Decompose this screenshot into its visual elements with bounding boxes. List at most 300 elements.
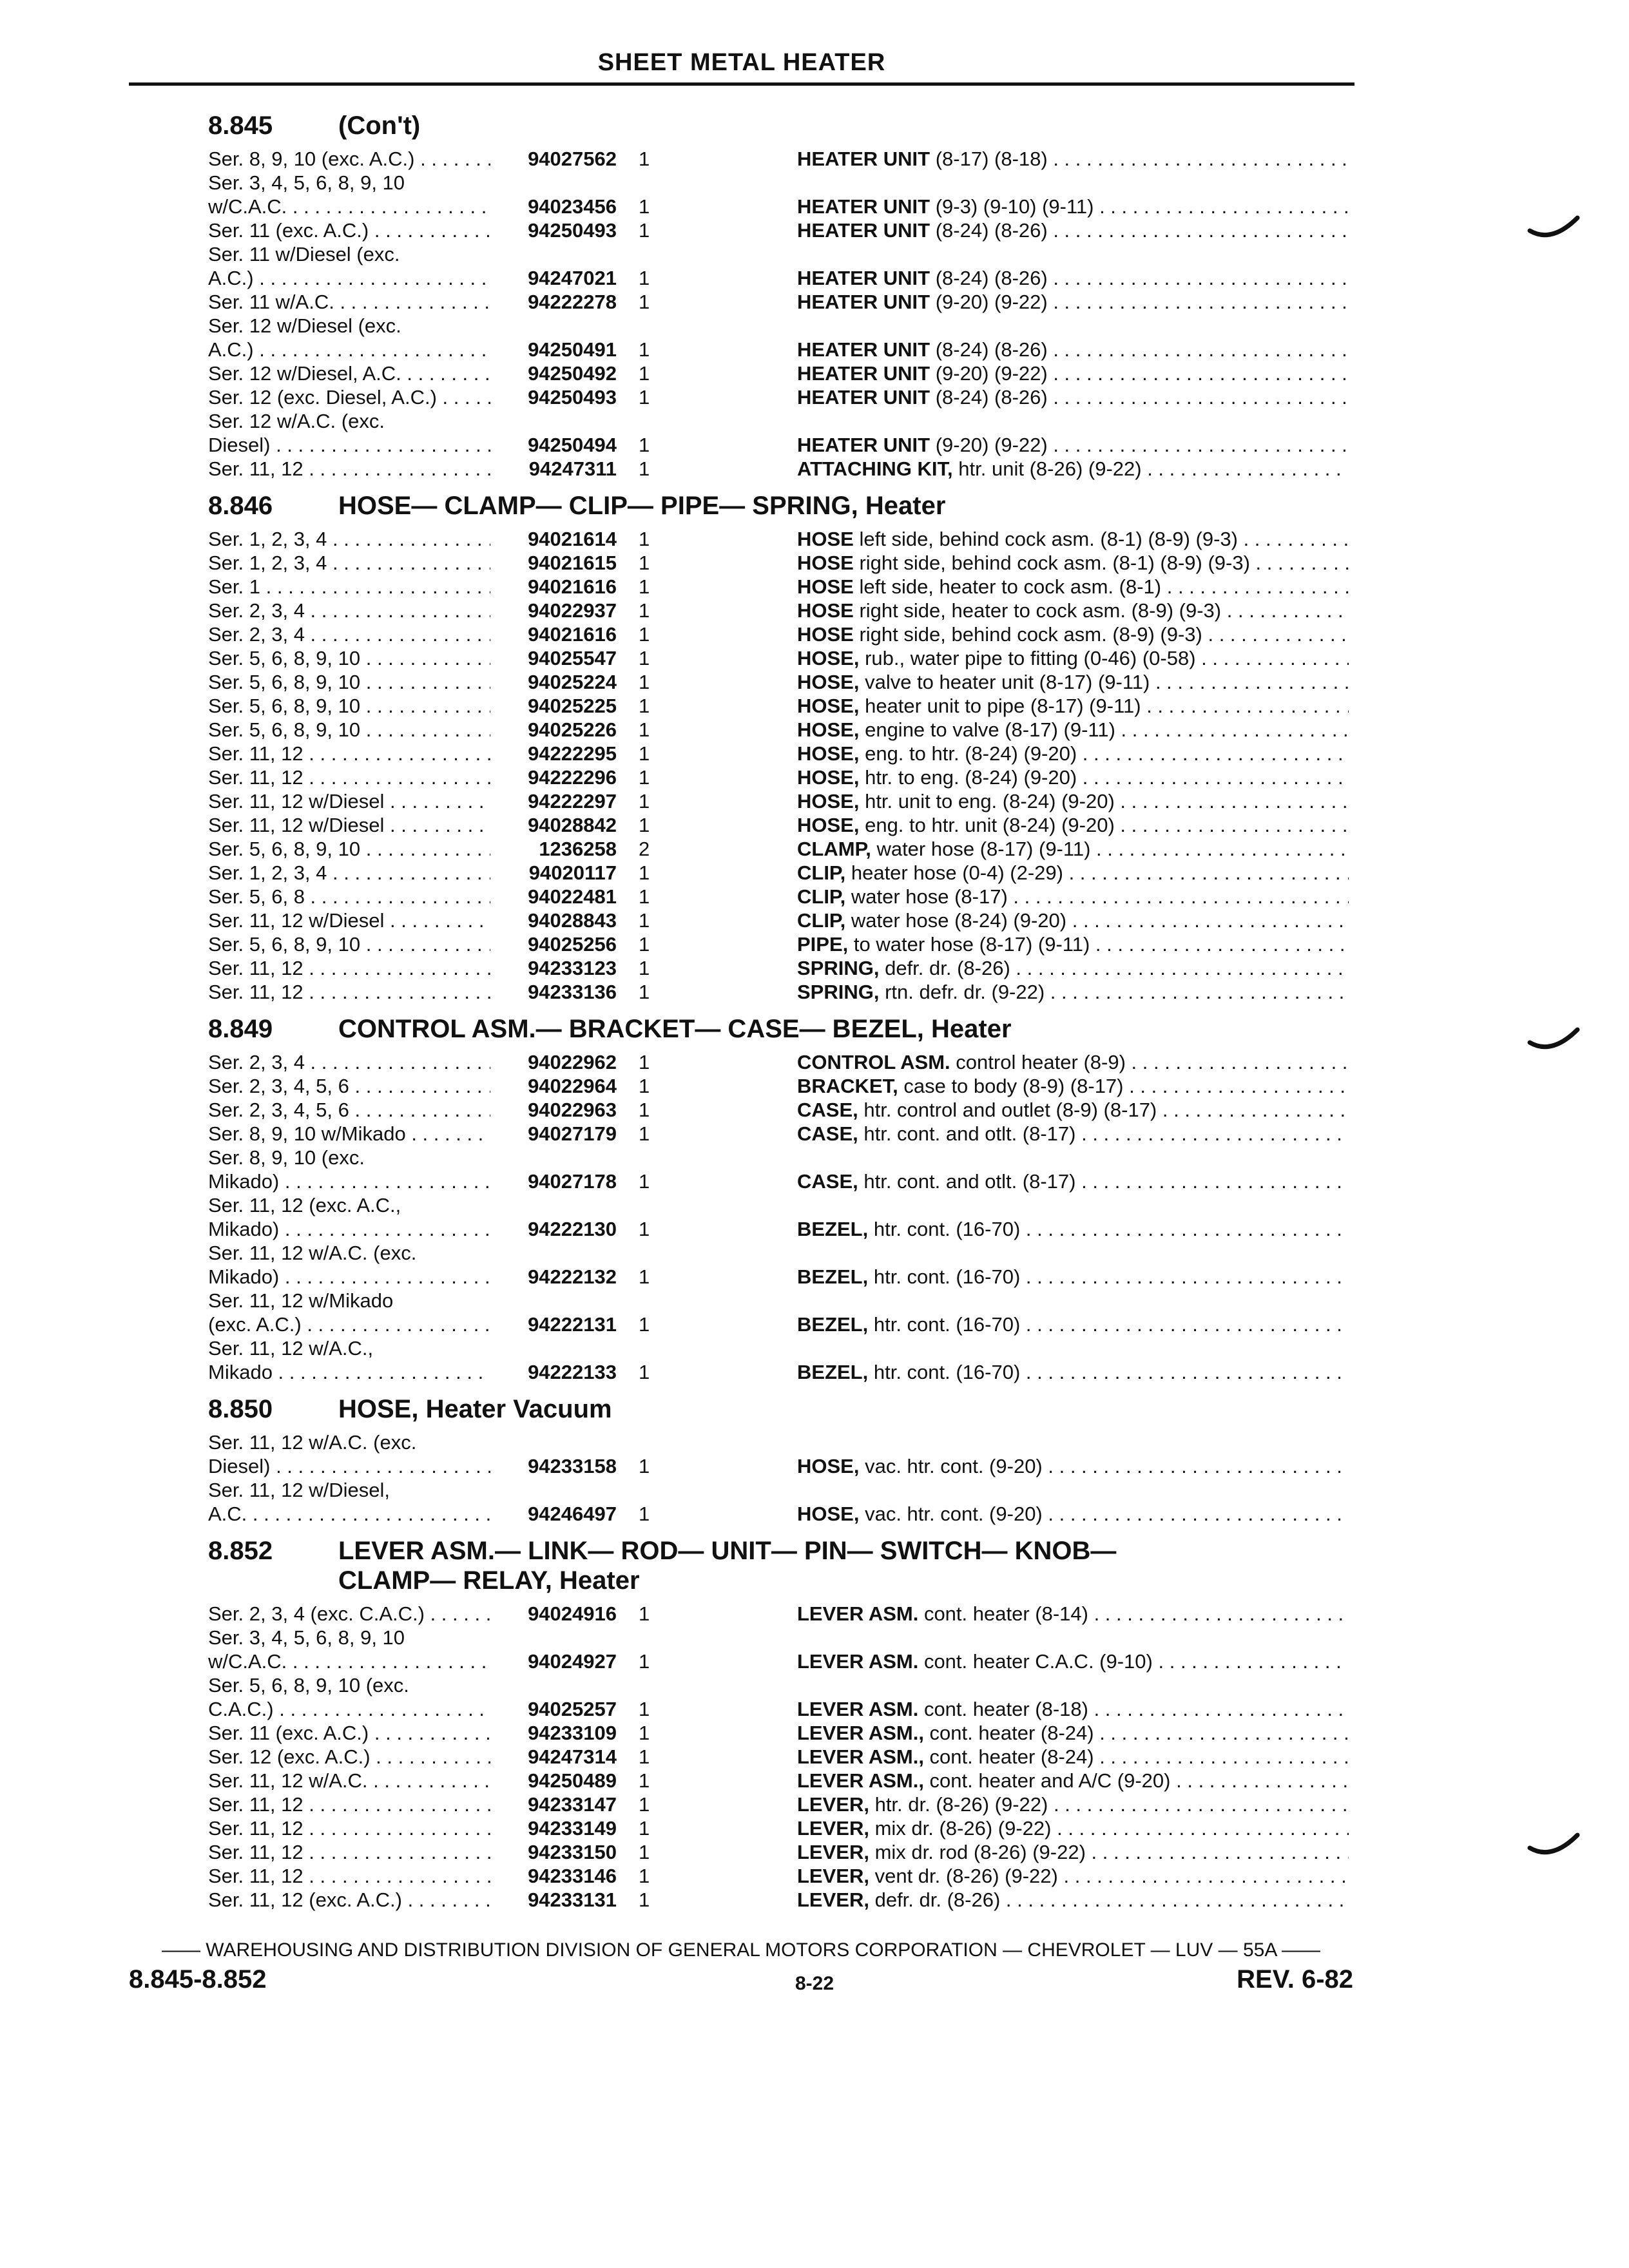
quantity: 1 — [639, 1099, 650, 1121]
parts-catalog-content — [208, 111, 1349, 1912]
quantity: 1 — [639, 1793, 650, 1816]
part-detail: (9-3) (9-10) (9-11) — [930, 195, 1094, 218]
part-row — [208, 885, 1349, 908]
part-description — [797, 1745, 1349, 1769]
part-name: CLIP, — [797, 885, 846, 908]
part-row — [208, 932, 1349, 956]
part-row — [208, 765, 1349, 789]
part-description — [797, 1312, 1349, 1336]
applicability: Ser. 11, 12 . . . — [208, 956, 492, 980]
part-description — [797, 551, 1349, 575]
part-row-main — [208, 765, 1349, 789]
quantity: 1 — [639, 1841, 650, 1863]
part-number: 94250492 — [490, 361, 617, 385]
part-name: HOSE, — [797, 1455, 860, 1477]
applicability: Diesel) . . . — [208, 1454, 492, 1478]
part-name: BEZEL, — [797, 1265, 869, 1288]
part-detail: htr. cont. (16-70) — [868, 1313, 1021, 1336]
applicability: A.C.) . . . — [208, 266, 492, 290]
part-name: LEVER, — [797, 1888, 869, 1911]
part-detail: htr. control and outlet (8-9) (8-17) — [858, 1099, 1157, 1121]
part-number: 94025257 — [490, 1697, 617, 1721]
quantity: 1 — [639, 957, 650, 979]
part-detail: htr. cont. and otlt. (8-17) — [858, 1170, 1076, 1193]
part-description — [797, 1502, 1349, 1526]
footer-page-number: 8-22 — [795, 1973, 834, 1994]
part-description — [797, 1265, 1349, 1289]
applicability-line: Ser. 3, 4, 5, 6, 8, 9, 10 — [208, 171, 405, 194]
applicability: Ser. 1, 2, 3, 4 . . . — [208, 861, 492, 885]
part-row — [208, 1478, 1349, 1526]
part-detail: eng. to htr. (8-24) (9-20) — [859, 742, 1077, 765]
part-description — [797, 718, 1349, 742]
applicability: Mikado . . . — [208, 1360, 492, 1384]
quantity: 1 — [639, 981, 650, 1003]
part-row — [208, 599, 1349, 622]
part-detail: mix dr. rod (8-26) (9-22) — [869, 1841, 1086, 1863]
part-detail: valve to heater unit (8-17) (9-11) — [859, 671, 1150, 693]
part-row-main — [208, 670, 1349, 694]
part-row-main — [208, 908, 1349, 932]
part-row-main — [208, 1360, 1349, 1384]
part-row-main — [208, 457, 1349, 481]
section-title-continued: CLAMP— RELAY, Heater — [338, 1566, 640, 1595]
part-number: 94025224 — [490, 670, 617, 694]
part-row — [208, 314, 1349, 361]
part-row-main — [208, 1312, 1349, 1336]
part-detail: htr. cont. (16-70) — [868, 1218, 1021, 1240]
part-name: HEATER UNIT — [797, 338, 930, 361]
part-description — [797, 457, 1349, 481]
part-row-main — [208, 1502, 1349, 1526]
part-description — [797, 599, 1349, 622]
part-description — [797, 1721, 1349, 1745]
part-description — [797, 527, 1349, 551]
applicability: Ser. 5, 6, 8, 9, 10 . . . — [208, 718, 492, 742]
part-row — [208, 670, 1349, 694]
part-row — [208, 1721, 1349, 1745]
part-name: BRACKET, — [797, 1075, 898, 1097]
part-row-main — [208, 813, 1349, 837]
part-row — [208, 457, 1349, 481]
part-number: 94027178 — [490, 1169, 617, 1193]
applicability-line: Ser. 3, 4, 5, 6, 8, 9, 10 — [208, 1626, 405, 1649]
part-number: 94022963 — [490, 1098, 617, 1122]
part-description — [797, 885, 1349, 908]
part-row-main — [208, 1122, 1349, 1146]
part-description — [797, 433, 1349, 457]
part-number: 94233150 — [490, 1840, 617, 1864]
part-row — [208, 1098, 1349, 1122]
part-number: 94222278 — [490, 290, 617, 314]
part-row — [208, 1816, 1349, 1840]
footer-section-range: 8.845-8.852 — [129, 1965, 267, 1994]
part-name: BEZEL, — [797, 1313, 869, 1336]
part-detail: heater hose (0-4) (2-29) — [845, 861, 1063, 884]
part-name: HOSE — [797, 528, 854, 550]
applicability-line: Ser. 11, 12 w/Diesel, — [208, 1479, 390, 1501]
part-detail: water hose (8-24) (9-20) — [845, 909, 1067, 932]
part-detail: htr. cont. (16-70) — [868, 1265, 1021, 1288]
part-name: HEATER UNIT — [797, 434, 930, 456]
part-number: 94233109 — [490, 1721, 617, 1745]
applicability: Ser. 11, 12 . . . — [208, 765, 492, 789]
part-row — [208, 1864, 1349, 1888]
section-heading — [208, 1014, 1349, 1044]
applicability: Ser. 8, 9, 10 w/Mikado . . . — [208, 1122, 492, 1146]
section-title: (Con't) — [338, 111, 421, 140]
applicability: Ser. 5, 6, 8, 9, 10 . . . — [208, 837, 492, 861]
part-name: CASE, — [797, 1170, 858, 1193]
part-number: 1236258 — [490, 837, 617, 861]
section-number: 8.850 — [208, 1395, 273, 1423]
part-row-main — [208, 956, 1349, 980]
part-row — [208, 290, 1349, 314]
part-name: HEATER UNIT — [797, 148, 930, 170]
part-detail: htr. to eng. (8-24) (9-20) — [859, 766, 1077, 789]
part-number: 94222130 — [490, 1217, 617, 1241]
part-row-main — [208, 1649, 1349, 1673]
applicability: Ser. 11, 12 w/Diesel . . . — [208, 789, 492, 813]
part-description — [797, 1169, 1349, 1193]
part-row-main — [208, 837, 1349, 861]
part-row-main — [208, 338, 1349, 361]
part-row-main — [208, 195, 1349, 218]
section-title: LEVER ASM.— LINK— ROD— UNIT— PIN— SWITCH— KNOB— — [338, 1537, 1117, 1565]
applicability: C.A.C.) . . . — [208, 1697, 492, 1721]
part-name: HEATER UNIT — [797, 267, 930, 289]
part-row-main — [208, 1745, 1349, 1769]
part-detail: (8-24) (8-26) — [930, 267, 1048, 289]
part-number: 94025547 — [490, 646, 617, 670]
part-row — [208, 718, 1349, 742]
part-number: 94233136 — [490, 980, 617, 1004]
binder-hole-mark — [1526, 213, 1584, 251]
part-description — [797, 1098, 1349, 1122]
applicability: Ser. 1, 2, 3, 4 . . . — [208, 551, 492, 575]
applicability: Ser. 11, 12 . . . — [208, 1864, 492, 1888]
part-row-main — [208, 1602, 1349, 1626]
part-number: 94024927 — [490, 1649, 617, 1673]
part-detail: rtn. defr. dr. (9-22) — [879, 981, 1045, 1003]
applicability: Ser. 11, 12 . . . — [208, 1840, 492, 1864]
section-number: 8.852 — [208, 1537, 273, 1565]
quantity: 1 — [639, 909, 650, 932]
part-name: HOSE, — [797, 695, 860, 717]
part-number: 94027562 — [490, 147, 617, 171]
applicability: Ser. 2, 3, 4 . . . — [208, 622, 492, 646]
part-number: 94233123 — [490, 956, 617, 980]
part-detail: mix dr. (8-26) (9-22) — [869, 1817, 1052, 1840]
part-number: 94250494 — [490, 433, 617, 457]
part-description — [797, 361, 1349, 385]
quantity: 1 — [639, 1698, 650, 1720]
quantity: 1 — [639, 933, 650, 956]
part-row — [208, 1840, 1349, 1864]
part-detail: cont. heater (8-14) — [918, 1602, 1088, 1625]
part-description — [797, 622, 1349, 646]
part-row-main — [208, 266, 1349, 290]
section-heading — [208, 1536, 1349, 1595]
part-row-main — [208, 742, 1349, 765]
part-detail: htr. unit (8-26) (9-22) — [952, 457, 1142, 480]
quantity: 1 — [639, 1722, 650, 1744]
part-name: CONTROL ASM. — [797, 1051, 950, 1073]
part-description — [797, 218, 1349, 242]
part-detail: (8-17) (8-18) — [930, 148, 1048, 170]
part-number: 94222296 — [490, 765, 617, 789]
part-number: 94023456 — [490, 195, 617, 218]
applicability: Ser. 11, 12 (exc. A.C.) . . . — [208, 1888, 492, 1912]
part-detail: cont. heater (8-18) — [918, 1698, 1088, 1720]
part-name: HEATER UNIT — [797, 362, 930, 385]
applicability: Mikado) . . . — [208, 1217, 492, 1241]
part-name: HOSE, — [797, 814, 860, 836]
quantity: 1 — [639, 1265, 650, 1288]
part-detail: defr. dr. (8-26) — [869, 1888, 1001, 1911]
part-description — [797, 1864, 1349, 1888]
part-number: 94247021 — [490, 266, 617, 290]
applicability: Ser. 2, 3, 4 (exc. C.A.C.) . . . — [208, 1602, 492, 1626]
part-row-main — [208, 1098, 1349, 1122]
quantity: 1 — [639, 1455, 650, 1477]
part-number: 94024916 — [490, 1602, 617, 1626]
part-number: 94022481 — [490, 885, 617, 908]
part-name: HOSE, — [797, 790, 860, 812]
part-detail: (9-20) (9-22) — [930, 362, 1048, 385]
part-detail: right side, behind cock asm. (8-9) (9-3) — [853, 623, 1202, 646]
part-number: 94022964 — [490, 1074, 617, 1098]
part-number: 94250491 — [490, 338, 617, 361]
part-row — [208, 1146, 1349, 1193]
part-name: HOSE, — [797, 1503, 860, 1525]
part-name: LEVER, — [797, 1841, 869, 1863]
applicability: Ser. 11 w/A.C. . . . — [208, 290, 492, 314]
part-row — [208, 1769, 1349, 1792]
part-row-main — [208, 385, 1349, 409]
part-row-main — [208, 718, 1349, 742]
section-heading — [208, 491, 1349, 521]
part-detail: (8-24) (8-26) — [930, 219, 1048, 242]
quantity: 1 — [639, 434, 650, 456]
part-detail: right side, heater to cock asm. (8-9) (9-3) — [853, 599, 1222, 622]
quantity: 2 — [639, 838, 650, 860]
applicability: Ser. 1, 2, 3, 4 . . . — [208, 527, 492, 551]
quantity: 1 — [639, 267, 650, 289]
part-row — [208, 1673, 1349, 1721]
quantity: 1 — [639, 623, 650, 646]
part-number: 94233147 — [490, 1792, 617, 1816]
part-row — [208, 1289, 1349, 1336]
part-detail: cont. heater and A/C (9-20) — [923, 1769, 1171, 1792]
part-number: 94021616 — [490, 575, 617, 599]
part-row-main — [208, 433, 1349, 457]
part-name: HOSE, — [797, 766, 860, 789]
part-detail: cont. heater C.A.C. (9-10) — [918, 1650, 1153, 1673]
part-name: HOSE, — [797, 671, 860, 693]
applicability-line: Ser. 11 w/Diesel (exc. — [208, 243, 400, 265]
part-row-main — [208, 1769, 1349, 1792]
applicability: Diesel) . . . — [208, 433, 492, 457]
part-row — [208, 742, 1349, 765]
applicability: Ser. 11, 12 . . . — [208, 457, 492, 481]
applicability: Ser. 5, 6, 8, 9, 10 . . . — [208, 694, 492, 718]
applicability-line: Ser. 11, 12 w/Mikado — [208, 1289, 394, 1312]
part-name: LEVER, — [797, 1865, 869, 1887]
part-detail: rub., water pipe to fitting (0-46) (0-58) — [859, 647, 1196, 669]
part-row — [208, 385, 1349, 409]
section-number: 8.845 — [208, 111, 273, 140]
part-name: LEVER, — [797, 1817, 869, 1840]
section-title: CONTROL ASM.— BRACKET— CASE— BEZEL, Heater — [338, 1015, 1012, 1043]
quantity: 1 — [639, 552, 650, 574]
part-description — [797, 1360, 1349, 1384]
quantity: 1 — [639, 1769, 650, 1792]
quantity: 1 — [639, 790, 650, 812]
part-number: 94250489 — [490, 1769, 617, 1792]
part-row-main — [208, 1721, 1349, 1745]
quantity: 1 — [639, 1817, 650, 1840]
part-number: 94250493 — [490, 385, 617, 409]
part-number: 94233146 — [490, 1864, 617, 1888]
part-name: LEVER ASM. — [797, 1698, 919, 1720]
part-row — [208, 956, 1349, 980]
part-row-main — [208, 1217, 1349, 1241]
part-row-main — [208, 980, 1349, 1004]
quantity: 1 — [639, 647, 650, 669]
part-number: 94247311 — [490, 457, 617, 481]
part-name: CLIP, — [797, 861, 846, 884]
part-detail: eng. to htr. unit (8-24) (9-20) — [859, 814, 1115, 836]
quantity: 1 — [639, 195, 650, 218]
section-number: 8.846 — [208, 492, 273, 520]
applicability-line: Ser. 11, 12 w/A.C. (exc. — [208, 1431, 417, 1454]
part-description — [797, 266, 1349, 290]
part-description — [797, 1792, 1349, 1816]
applicability-line: Ser. 11, 12 (exc. A.C., — [208, 1194, 401, 1216]
applicability: Ser. 2, 3, 4 . . . — [208, 1050, 492, 1074]
part-row-main — [208, 646, 1349, 670]
part-name: HOSE — [797, 552, 854, 574]
applicability: Mikado) . . . — [208, 1265, 492, 1289]
part-row-main — [208, 361, 1349, 385]
applicability: (exc. A.C.) . . . — [208, 1312, 492, 1336]
part-description — [797, 575, 1349, 599]
part-name: LEVER ASM. — [797, 1602, 919, 1625]
part-row-main — [208, 290, 1349, 314]
part-description — [797, 1697, 1349, 1721]
quantity: 1 — [639, 1888, 650, 1911]
part-row — [208, 646, 1349, 670]
part-row-main — [208, 1697, 1349, 1721]
quantity: 1 — [639, 338, 650, 361]
part-number: 94222133 — [490, 1360, 617, 1384]
part-number: 94222295 — [490, 742, 617, 765]
part-name: LEVER ASM., — [797, 1722, 924, 1744]
part-name: HEATER UNIT — [797, 386, 930, 408]
applicability: Ser. 11, 12 w/Diesel . . . — [208, 813, 492, 837]
applicability: Ser. 5, 6, 8, 9, 10 . . . — [208, 670, 492, 694]
part-description — [797, 932, 1349, 956]
part-row-main — [208, 1840, 1349, 1864]
part-name: LEVER, — [797, 1793, 869, 1816]
applicability: w/C.A.C. . . . — [208, 1649, 492, 1673]
part-row — [208, 1074, 1349, 1098]
part-name: HOSE — [797, 575, 854, 598]
applicability: Ser. 2, 3, 4 . . . — [208, 599, 492, 622]
applicability: Ser. 5, 6, 8, 9, 10 . . . — [208, 932, 492, 956]
part-description — [797, 861, 1349, 885]
quantity: 1 — [639, 219, 650, 242]
part-description — [797, 1050, 1349, 1074]
part-name: LEVER ASM. — [797, 1650, 919, 1673]
part-detail: (9-20) (9-22) — [930, 434, 1048, 456]
part-number: 94247314 — [490, 1745, 617, 1769]
part-description — [797, 908, 1349, 932]
part-row — [208, 789, 1349, 813]
part-name: HOSE, — [797, 742, 860, 765]
part-row — [208, 1745, 1349, 1769]
part-detail: right side, behind cock asm. (8-1) (8-9) (9-3) — [853, 552, 1250, 574]
footer-revision: REV. 6-82 — [1237, 1965, 1353, 1994]
part-row-main — [208, 147, 1349, 171]
part-description — [797, 1074, 1349, 1098]
quantity: 1 — [639, 362, 650, 385]
part-number: 94025226 — [490, 718, 617, 742]
applicability-line: Ser. 12 w/Diesel (exc. — [208, 314, 401, 337]
part-row-main — [208, 885, 1349, 908]
section-heading — [208, 111, 1349, 140]
part-description — [797, 1122, 1349, 1146]
quantity: 1 — [639, 671, 650, 693]
quantity: 1 — [639, 457, 650, 480]
quantity: 1 — [639, 1865, 650, 1887]
part-name: CASE, — [797, 1099, 858, 1121]
quantity: 1 — [639, 1503, 650, 1525]
part-row-main — [208, 218, 1349, 242]
applicability: Ser. 12 w/Diesel, A.C. . . . — [208, 361, 492, 385]
quantity: 1 — [639, 695, 650, 717]
part-number: 94028843 — [490, 908, 617, 932]
part-name: HOSE — [797, 599, 854, 622]
part-number: 94025225 — [490, 694, 617, 718]
part-row-main — [208, 861, 1349, 885]
part-detail: left side, behind cock asm. (8-1) (8-9) (9-3) — [853, 528, 1238, 550]
part-row — [208, 1626, 1349, 1673]
part-row — [208, 242, 1349, 290]
part-detail: water hose (8-17) (9-11) — [871, 838, 1091, 860]
part-row — [208, 1241, 1349, 1289]
part-row — [208, 622, 1349, 646]
part-row-main — [208, 1050, 1349, 1074]
quantity: 1 — [639, 1075, 650, 1097]
part-description — [797, 813, 1349, 837]
quantity: 1 — [639, 291, 650, 313]
part-name: CLIP, — [797, 909, 846, 932]
part-detail: htr. cont. (16-70) — [868, 1361, 1021, 1383]
part-row — [208, 1430, 1349, 1478]
quantity: 1 — [639, 148, 650, 170]
part-name: BEZEL, — [797, 1218, 869, 1240]
part-detail: heater unit to pipe (8-17) (9-11) — [859, 695, 1141, 717]
section-number: 8.849 — [208, 1015, 273, 1043]
part-number: 94020117 — [490, 861, 617, 885]
part-description — [797, 195, 1349, 218]
quantity: 1 — [639, 386, 650, 408]
part-name: CASE, — [797, 1122, 858, 1145]
part-row-main — [208, 1816, 1349, 1840]
part-detail: vac. htr. cont. (9-20) — [859, 1503, 1043, 1525]
